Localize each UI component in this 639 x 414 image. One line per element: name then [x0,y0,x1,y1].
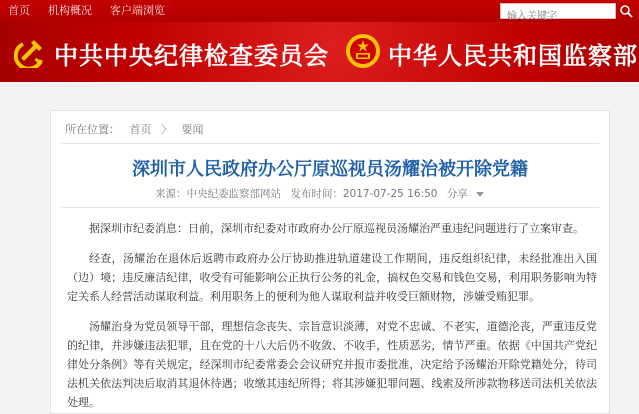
breadcrumb-section[interactable]: 要闻 [181,123,204,136]
article-paragraph: 经查，汤耀治在退休后返聘市政府办公厅协助推进轨道建设工作期间，违反组织纪律，未经批准出入国（边）境；违反廉洁纪律，收受有可能影响公正执行公务的礼金，搞权色交易和钱色交易，利用职务影响为特定关系人经营活动谋取利益。利用职务上的便利为他人谋取利益并收受巨额财物，涉嫌受贿犯罪。 [67,252,597,303]
article-meta [155,186,496,201]
top-links [8,3,165,19]
brand-ccdi: 中共中央纪律检查委员会 [54,42,329,70]
article-paragraph: 汤耀治身为党员领导干部，理想信念丧失、宗旨意识淡薄，对党不忠诚、不老实，道德沦丧，严重违反党的纪律，并涉嫌违法犯罪，且在党的十八大后仍不收敛、不收手，性质恶劣，情节严重。依据《中国共产党纪律处分条例》等有关规定，经深圳市纪委常委会会议研究并报市委批准，决定给予汤耀治开除党籍处分，待司法机关依法判决后取消其退休待遇；收缴其违纪所得；将其涉嫌犯罪问题、线索及所涉款物移送司法机关依法处理。 [67,320,597,409]
top-link-about[interactable]: 机构概况 [48,4,92,17]
article-source: 来源：中央纪委监察部网站 [155,188,281,200]
divider [61,207,599,208]
brand-ministry: 中华人民共和国监察部 [388,42,638,70]
article-body [67,219,597,414]
article-card [50,110,610,414]
breadcrumb-label: 所在位置： [65,123,120,136]
party-emblem-icon [14,34,48,68]
article-title: 深圳市人民政府办公厅原巡视员汤耀治被开除党籍 [132,159,528,180]
top-bar [0,0,639,22]
breadcrumb-home[interactable]: 首页 [129,123,152,136]
article-date: 发布时间：2017-07-25 16:50 [290,188,438,200]
share-label: 分享 [446,188,468,200]
search-box [500,3,616,19]
breadcrumb [65,121,210,137]
chevron-down-icon [476,192,484,197]
divider [61,143,599,144]
share-button[interactable] [447,188,490,200]
search-icon[interactable] [619,4,633,18]
top-link-home[interactable]: 首页 [8,4,30,17]
top-link-client[interactable]: 客户端浏览 [110,4,165,17]
header-banner [0,22,639,82]
article-paragraph: 据深圳市纪委消息：日前，深圳市纪委对市政府办公厅原巡视员汤耀治严重违纪问题进行了立案审查。 [89,222,584,235]
breadcrumb-separator: 〉 [161,123,172,136]
national-emblem-icon [344,32,382,70]
